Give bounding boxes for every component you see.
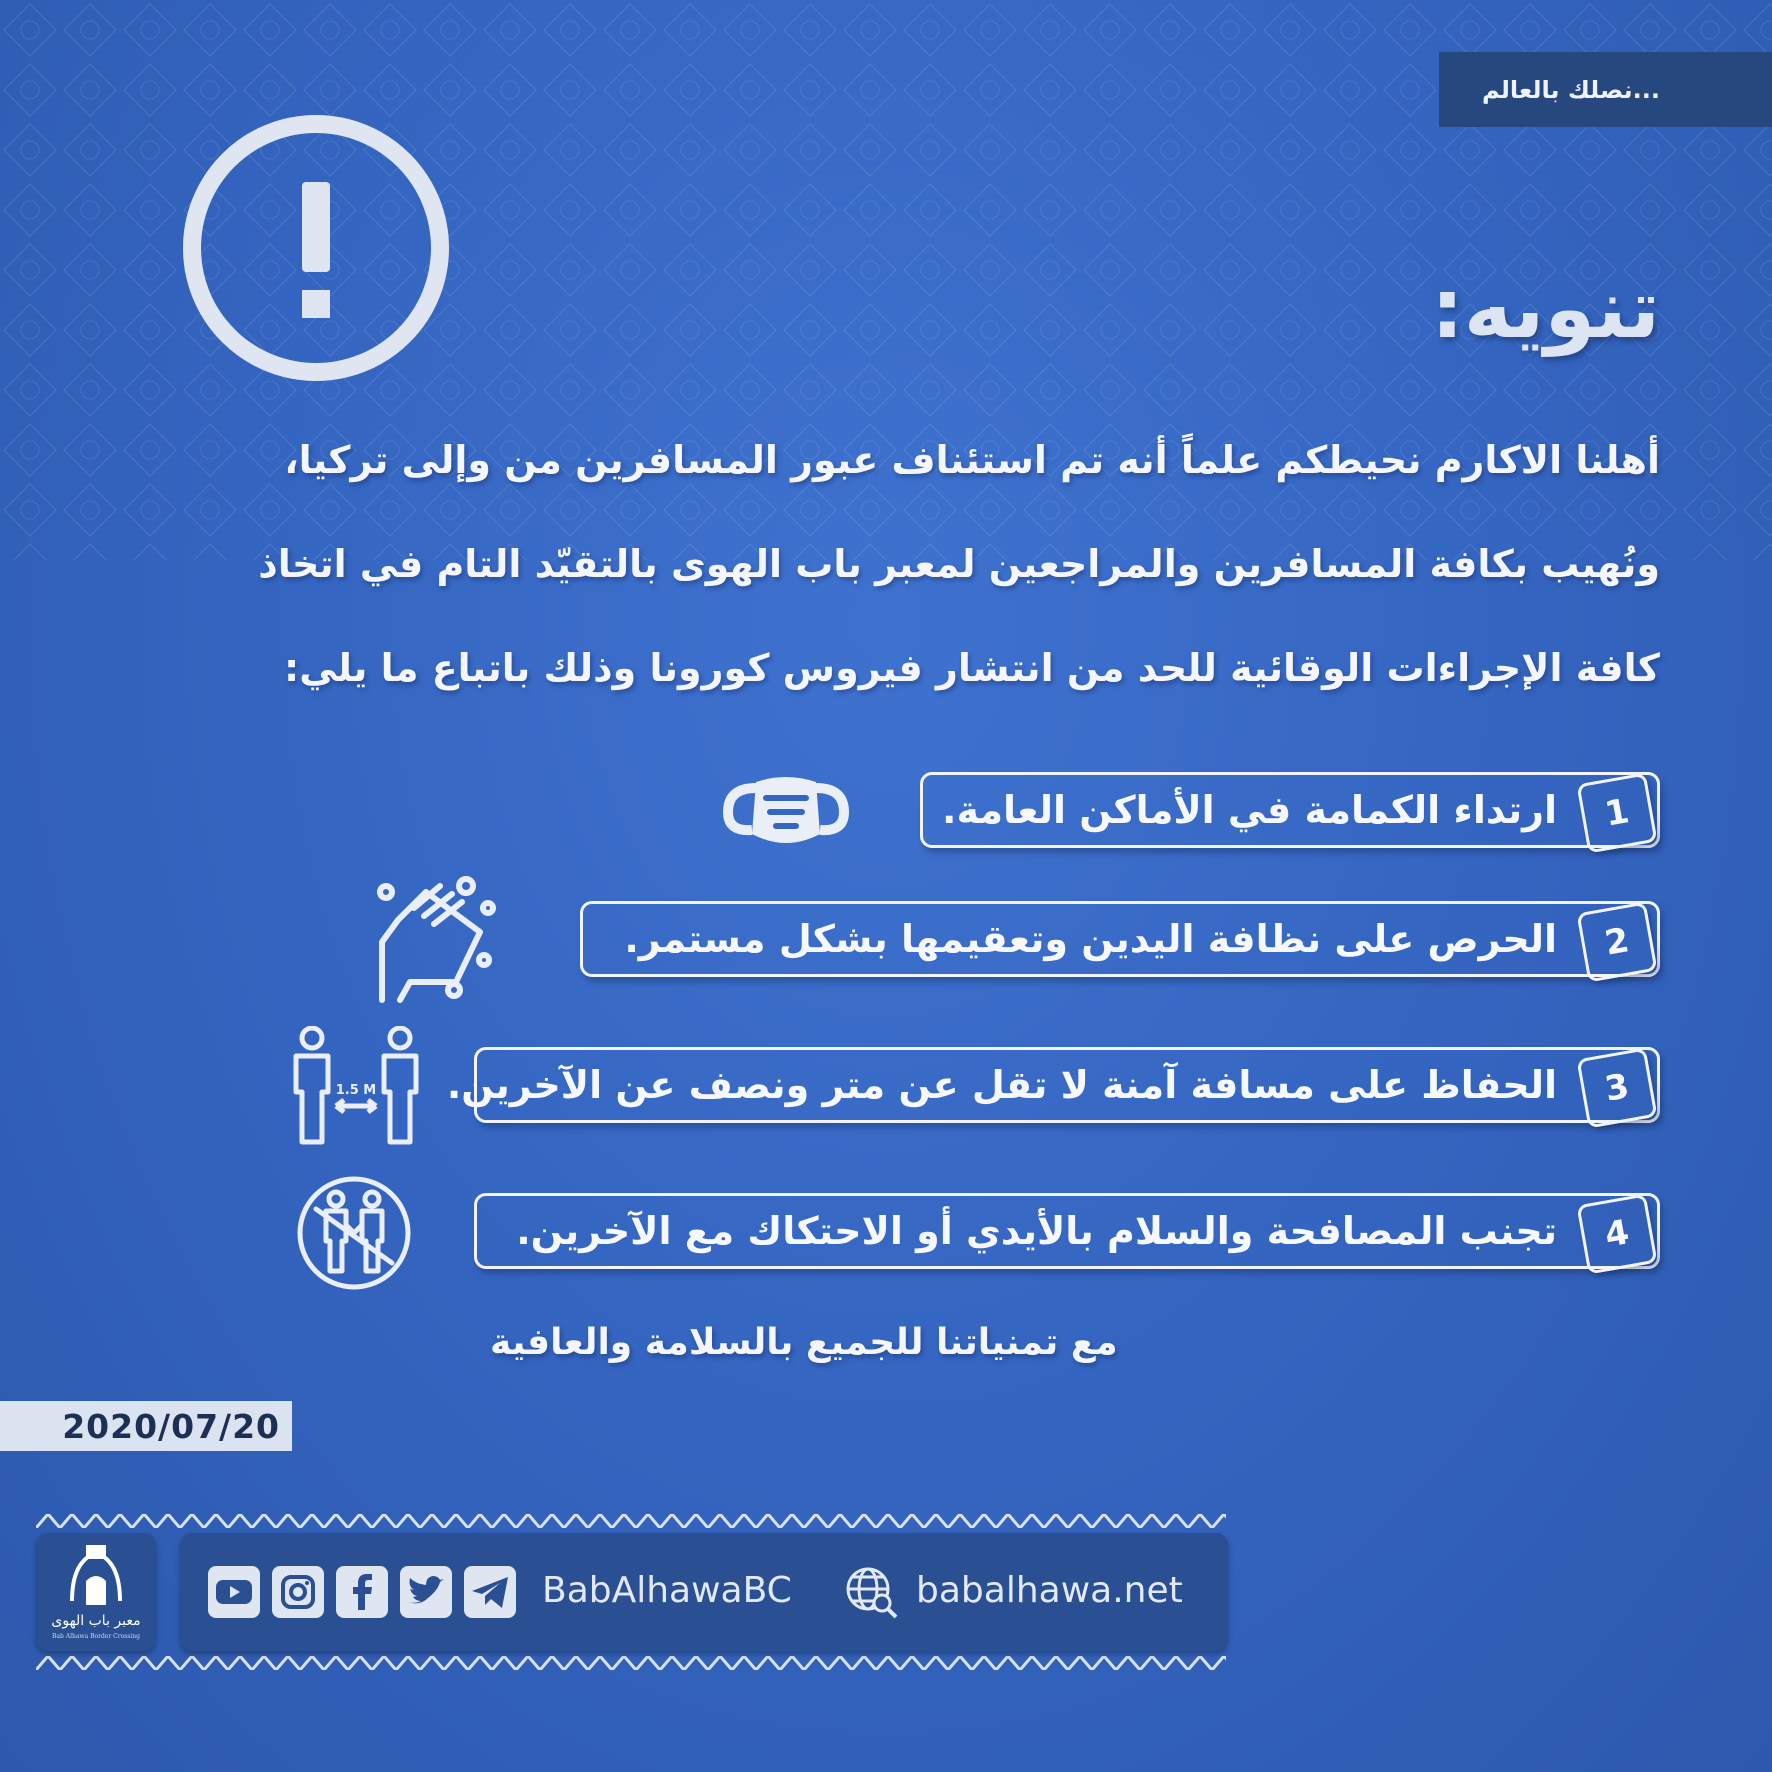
telegram-icon[interactable] (464, 1566, 516, 1618)
intro-line-3: كافة الإجراءات الوقائية للحد من انتشار فيروس كورونا وذلك باتباع ما يلي: (284, 646, 1660, 690)
face-mask-icon (720, 774, 852, 850)
guideline-item-4 (474, 1193, 1660, 1269)
guideline-number-4 (1576, 1193, 1657, 1274)
tagline-banner (1439, 52, 1772, 127)
guideline-item-1 (920, 772, 1660, 848)
globe-search-icon (844, 1565, 900, 1621)
website-link[interactable]: babalhawa.net (916, 1570, 1183, 1611)
gate-tower-icon (64, 1541, 128, 1611)
page-title: تنويه: (1431, 262, 1660, 357)
hand-washing-icon (370, 872, 510, 1008)
date-text: 2020/07/20 (62, 1406, 280, 1446)
guideline-number-text: 3 (1601, 1066, 1633, 1110)
logo-name: معبر باب الهوى (51, 1613, 141, 1629)
no-handshake-icon (296, 1175, 412, 1291)
guideline-text: الحرص على نظافة اليدين وتعقيمها بشكل مستمر. (624, 917, 1557, 961)
intro-line-2: ونُهيب بكافة المسافرين والمراجعين لمعبر باب الهوى بالتقيّد التام في اتخاذ (258, 542, 1660, 586)
distance-label: 1.5 M (335, 1083, 377, 1098)
guideline-number-1 (1576, 772, 1657, 853)
guideline-number-text: 1 (1601, 791, 1633, 835)
guideline-item-3 (446, 1047, 1660, 1123)
social-distance-icon (288, 1026, 426, 1146)
decorative-border-top (36, 1514, 1226, 1528)
exclamation-alert-icon (180, 112, 452, 384)
guideline-number-2 (1576, 901, 1657, 982)
guideline-item-2 (580, 901, 1660, 977)
logo-subtitle: Bab Alhawa Border Crossing (52, 1633, 140, 1640)
guideline-text: ارتداء الكمامة في الأماكن العامة. (942, 788, 1557, 832)
footer-contact-bar (180, 1533, 1228, 1651)
guideline-number-3 (1576, 1047, 1657, 1128)
guideline-number-text: 4 (1601, 1212, 1633, 1256)
facebook-icon[interactable] (336, 1566, 388, 1618)
instagram-icon[interactable] (272, 1566, 324, 1618)
social-handle[interactable]: BabAlhawaBC (542, 1570, 792, 1611)
guideline-text: تجنب المصافحة والسلام بالأيدي أو الاحتكاك مع الآخرين. (516, 1209, 1557, 1253)
crossing-logo (36, 1533, 156, 1651)
tagline-text: نصلك بالعالم... (1482, 75, 1660, 104)
guideline-text: الحفاظ على مسافة آمنة لا تقل عن متر ونصف عن الآخرين. (446, 1063, 1557, 1107)
twitter-icon[interactable] (400, 1566, 452, 1618)
intro-line-1: أهلنا الاكارم نحيطكم علماً أنه تم استئناف عبور المسافرين من وإلى تركيا، (284, 438, 1660, 482)
youtube-icon[interactable] (208, 1566, 260, 1618)
decorative-border-bottom (36, 1656, 1226, 1670)
guideline-number-text: 2 (1601, 920, 1633, 964)
closing-message: مع تمنياتنا للجميع بالسلامة والعافية (490, 1322, 1118, 1363)
date-label (0, 1401, 292, 1451)
